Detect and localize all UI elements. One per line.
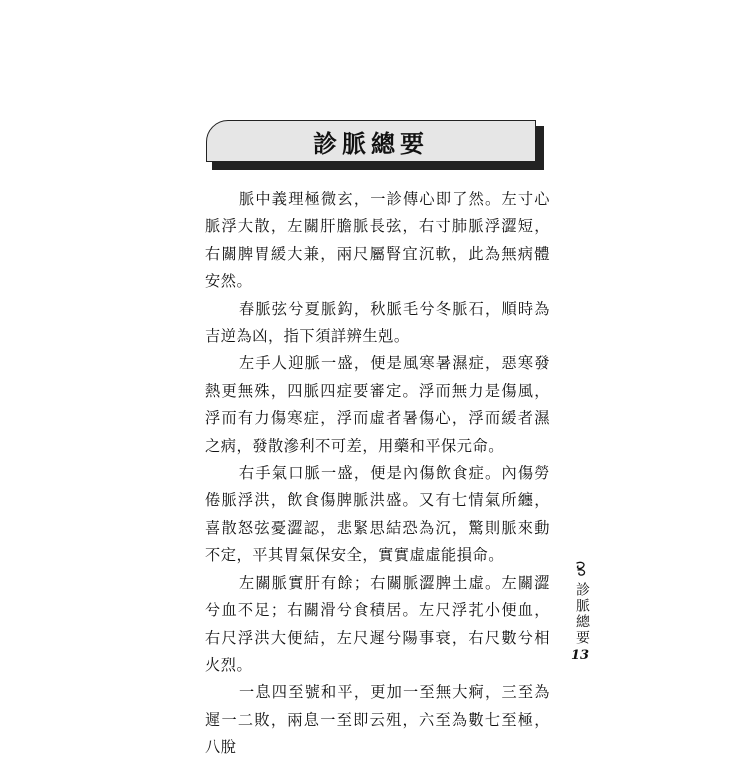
body-text [205, 186, 550, 762]
paragraph: 脈中義理極微玄，一診傳心即了然。左寸心脈浮大散，左關肝膽脈長弦，右寸肺脈浮澀短，右關脾胃緩大兼，兩尺屬腎宜沉軟，此為無病體安然。 [205, 190, 550, 291]
paragraph: 右手氣口脈一盛，便是內傷飲食症。內傷勞倦脈浮洪，飲食傷脾脈洪盛。又有七情氣所纏，喜散怒弦憂澀認，悲緊思結恐為沉，驚則脈來動不定，平其胃氣保安全，實實虛虛能損命。 [205, 464, 550, 565]
chapter-title-banner [206, 120, 544, 166]
side-tab-label: 診脈總要 [574, 582, 590, 646]
paragraph: 左手人迎脈一盛，便是風寒暑濕症，惡寒發熱更無殊，四脈四症要審定。浮而無力是傷風，浮而有力傷寒症，浮而虛者暑傷心，浮而緩者濕之病，發散滲利不可差，用藥和平保元命。 [205, 354, 550, 455]
paragraph: 左關脈實肝有餘；右關脈澀脾土虛。左關澀兮血不足；右關滑兮食積居。左尺浮芤小便血，右尺浮洪大便結，左尺遲兮陽事衰，右尺數兮相火烈。 [205, 573, 550, 674]
chapter-title: 診脈總要 [313, 129, 429, 158]
scroll-swirl-icon [574, 560, 588, 576]
paragraph: 春脈弦兮夏脈鈎，秋脈毛兮冬脈石，順時為吉逆為凶，指下須詳辨生剋。 [205, 299, 550, 346]
paragraph: 一息四至號和平，更加一至無大痾，三至為遲一二敗，兩息一至即云殂，六至為數七至極，八脫 [205, 683, 550, 757]
page-number: 13 [570, 648, 590, 663]
title-box [206, 120, 536, 162]
